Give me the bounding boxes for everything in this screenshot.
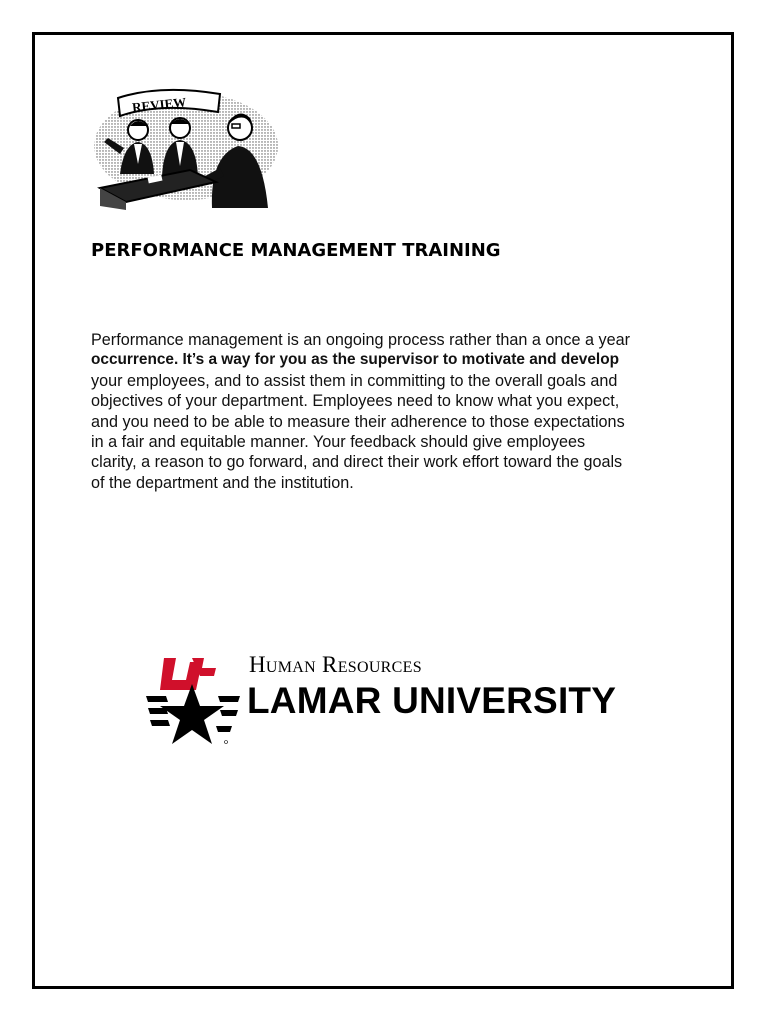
- body-line: and you need to be able to measure their adherence to those expectations: [91, 412, 625, 431]
- body-line: of the department and the institution.: [91, 473, 354, 492]
- lamar-star-logo-icon: [146, 656, 242, 748]
- body-line: in a fair and equitable manner. Your feedback should give employees: [91, 433, 586, 452]
- body-line: Performance management is an ongoing process rather than a once a year: [91, 331, 631, 349]
- lamar-university-logo: [146, 650, 626, 750]
- body-line: clarity, a reason to go forward, and direct their work effort toward the goals: [91, 453, 623, 472]
- review-meeting-illustration-icon: [90, 84, 282, 214]
- body-line-emphasis: occurrence. It’s a way for you as the supervisor to motivate and develop: [91, 351, 620, 369]
- logo-university-name: LAMAR UNIVERSITY: [247, 680, 617, 721]
- logo-department-text: Human Resources: [249, 652, 422, 677]
- body-line: objectives of your department. Employees need to know what you expect,: [91, 392, 620, 411]
- body-paragraph: [91, 330, 711, 493]
- illustration-banner-text: REVIEW: [131, 94, 187, 115]
- body-line: your employees, and to assist them in committing to the overall goals and: [91, 371, 618, 390]
- page-title: PERFORMANCE MANAGEMENT TRAINING: [91, 240, 501, 261]
